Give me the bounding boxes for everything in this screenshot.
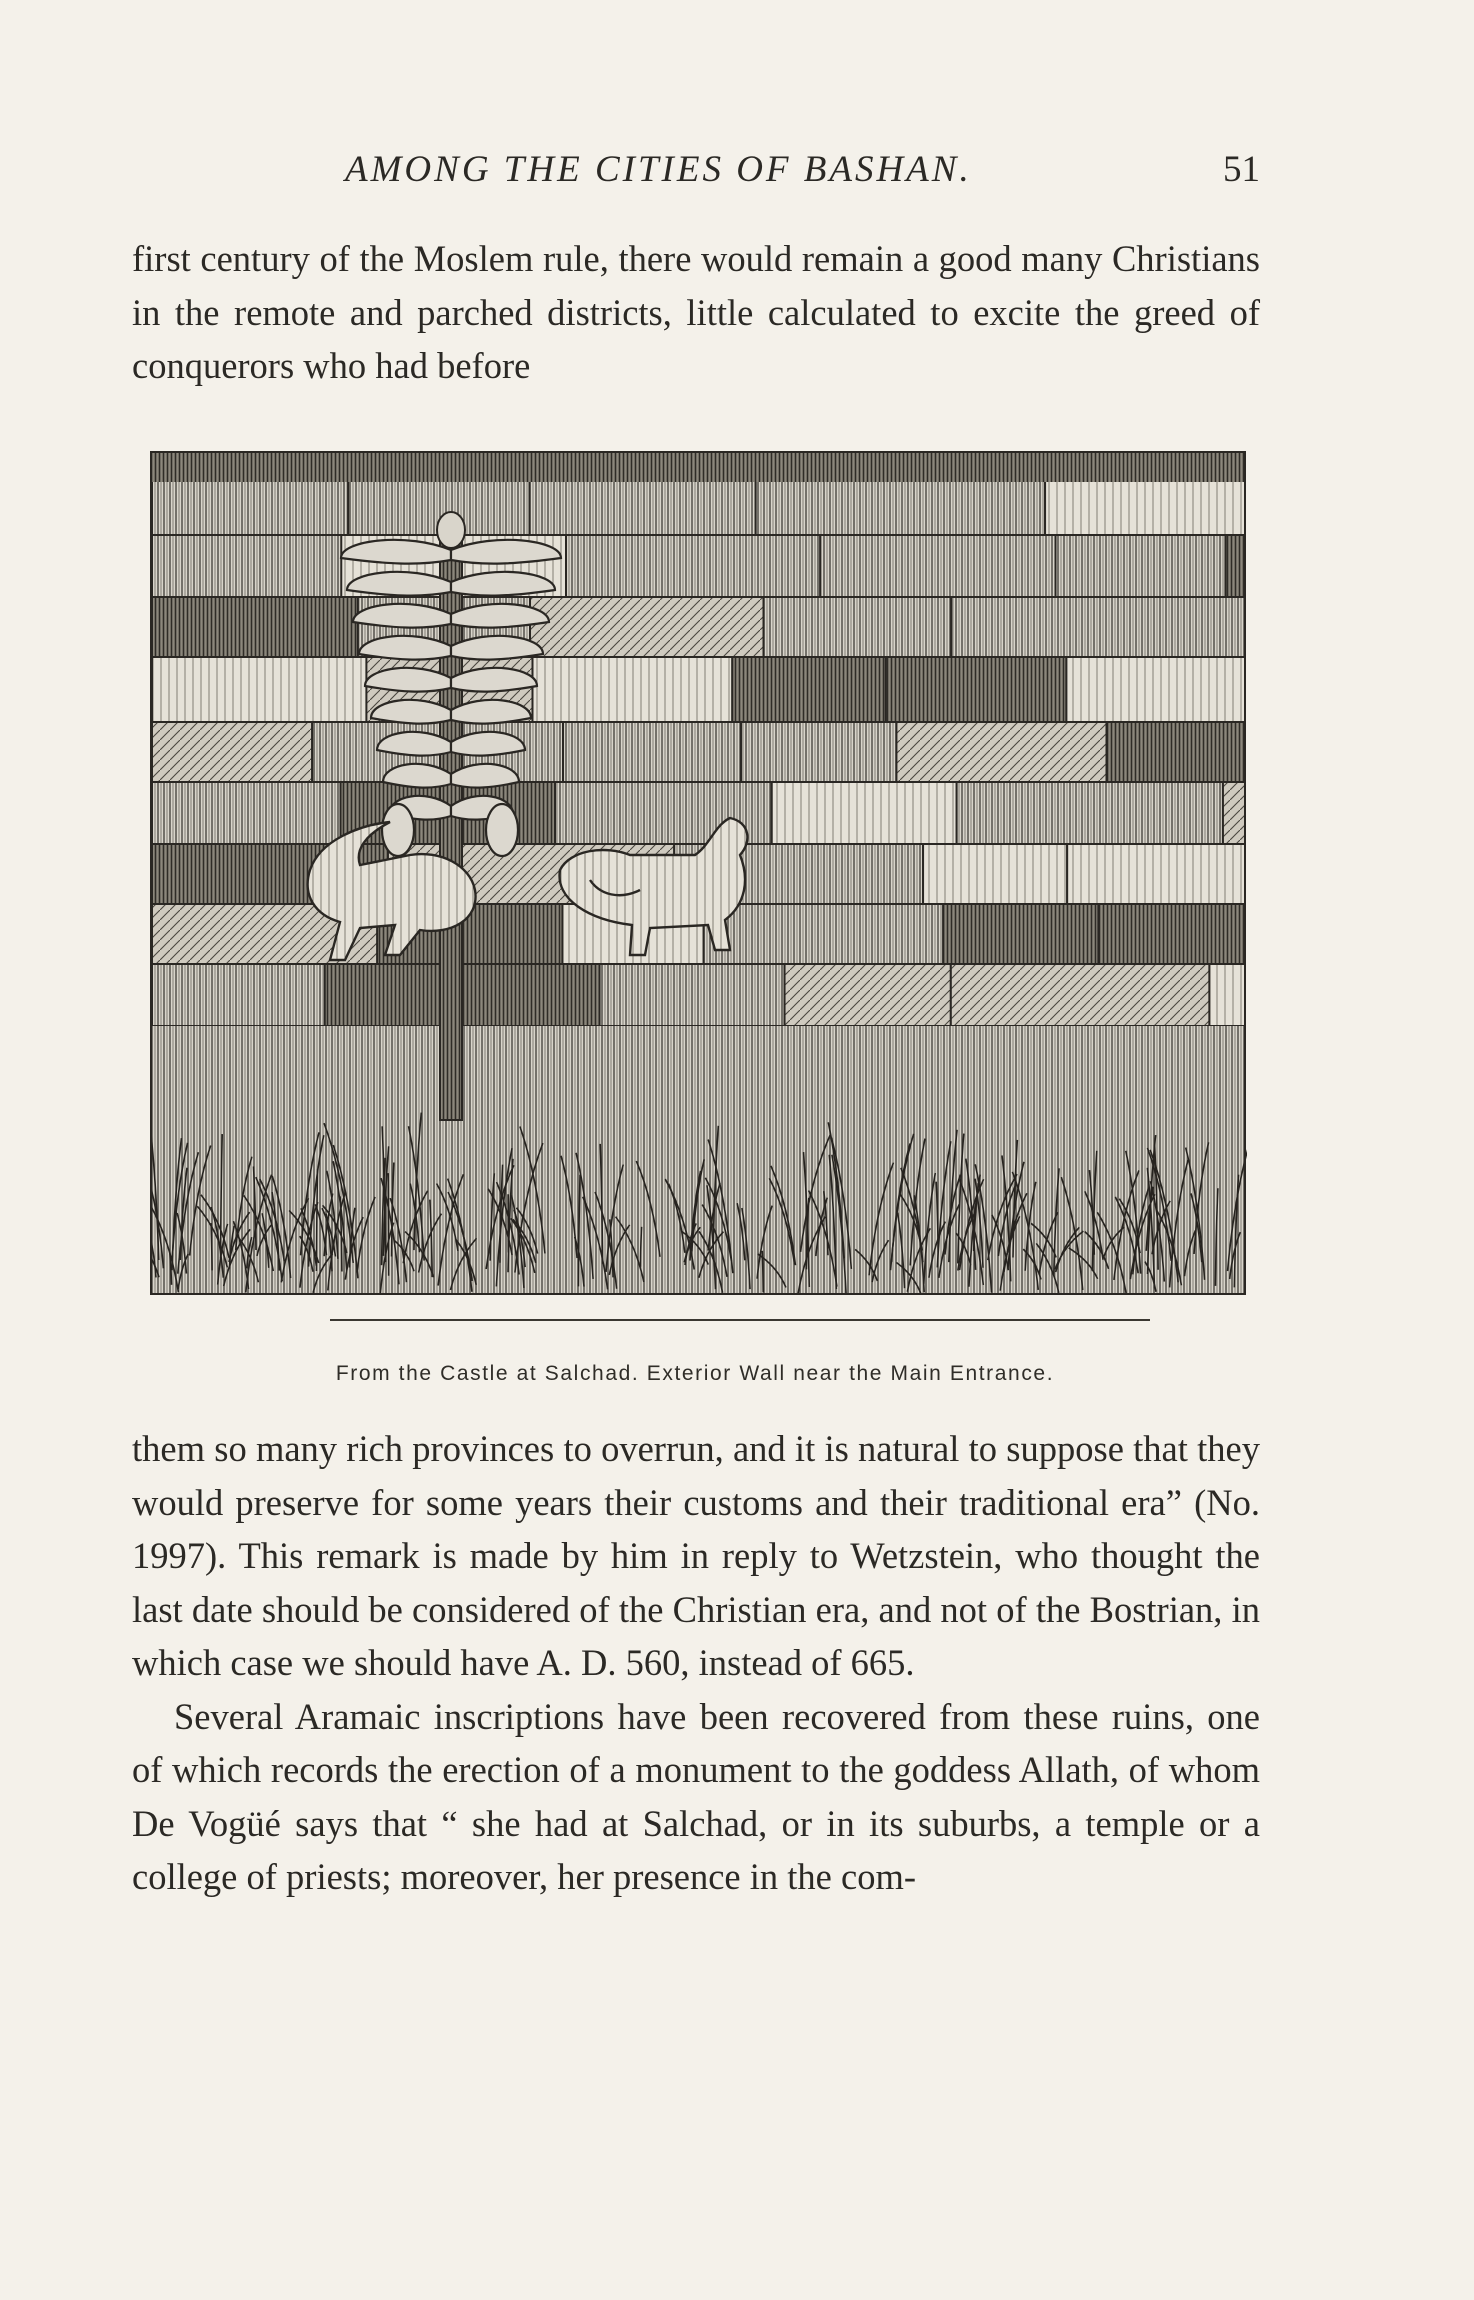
paragraph-continued: first century of the Moslem rule, there would remain a good many Christians in the remote and parched districts, little calculated to excite the greed of conquerors who had before	[132, 238, 1260, 386]
wall-stone	[704, 904, 944, 964]
wall-engraving-illustration	[150, 450, 1247, 1330]
grass-blade	[762, 1251, 763, 1293]
wall-stone	[152, 782, 367, 844]
wall-stone	[1225, 535, 1245, 597]
wall-stone	[1067, 844, 1245, 904]
palm-fruit	[486, 804, 518, 856]
grass-blade	[211, 1223, 212, 1270]
wall-stone	[533, 657, 733, 722]
wall-stone	[1223, 782, 1245, 844]
wall-stone	[1045, 480, 1245, 535]
wall-stone	[886, 657, 1067, 722]
wall-stone	[772, 782, 957, 844]
wall-stone	[923, 844, 1067, 904]
wall-stone	[785, 964, 951, 1026]
running-title: AMONG THE CITIES OF BASHAN.	[345, 149, 972, 190]
wall-stone	[563, 722, 741, 782]
wall-stone	[530, 597, 764, 657]
paragraph-1: them so many rich provinces to overrun, and it is natural to suppose that they would preserve for some years their customs and their traditional era” (No. 1997). This remark is made by him in reply to Wetzstein, who thought the last date should be considered of the Christian era, and not of the Bostrian, in which case we should have A. D. 560, instead of 665.	[132, 1428, 1260, 1683]
wall-stone	[957, 782, 1223, 844]
wall-stone	[943, 904, 1098, 964]
wall-stone	[951, 597, 1245, 657]
bottom-text-block	[132, 1422, 1260, 1904]
top-text-block	[132, 232, 1260, 393]
wall-stone	[896, 722, 1106, 782]
wall-stone	[1098, 904, 1245, 964]
wall-top-edge	[152, 452, 1245, 482]
wall-stone	[732, 657, 886, 722]
wall-stone	[152, 597, 368, 657]
wall-stone	[756, 480, 1045, 535]
grass-blade	[388, 1173, 389, 1276]
wall-stone	[741, 722, 896, 782]
running-head	[130, 148, 1260, 198]
figure-caption: From the Castle at Salchad. Exterior Wall near the Main Entrance.	[335, 1362, 1055, 1385]
wall-stone	[1066, 657, 1245, 722]
wall-stone	[820, 535, 1055, 597]
wall-stone	[1209, 964, 1245, 1026]
palm-fruit	[382, 804, 414, 856]
wall-stone	[600, 964, 785, 1026]
wall-stone	[1107, 722, 1245, 782]
paragraph-2: Several Aramaic inscriptions have been recovered from these ruins, one of which records the erection of a monument to the goddess Allath, of whom De Vogüé says that “ she had at Salchad, or in its suburbs, a temple or a college of priests; moreover, her presence in the com-	[132, 1695, 1260, 1897]
wall-stone	[566, 535, 820, 597]
wall-stone	[764, 597, 952, 657]
wall-stone	[1056, 535, 1226, 597]
wall-stone	[152, 657, 385, 722]
wall-stone	[951, 964, 1210, 1026]
page-number: 51	[1223, 149, 1260, 190]
wall-stone	[530, 480, 756, 535]
engraving-figure	[150, 450, 1247, 1330]
